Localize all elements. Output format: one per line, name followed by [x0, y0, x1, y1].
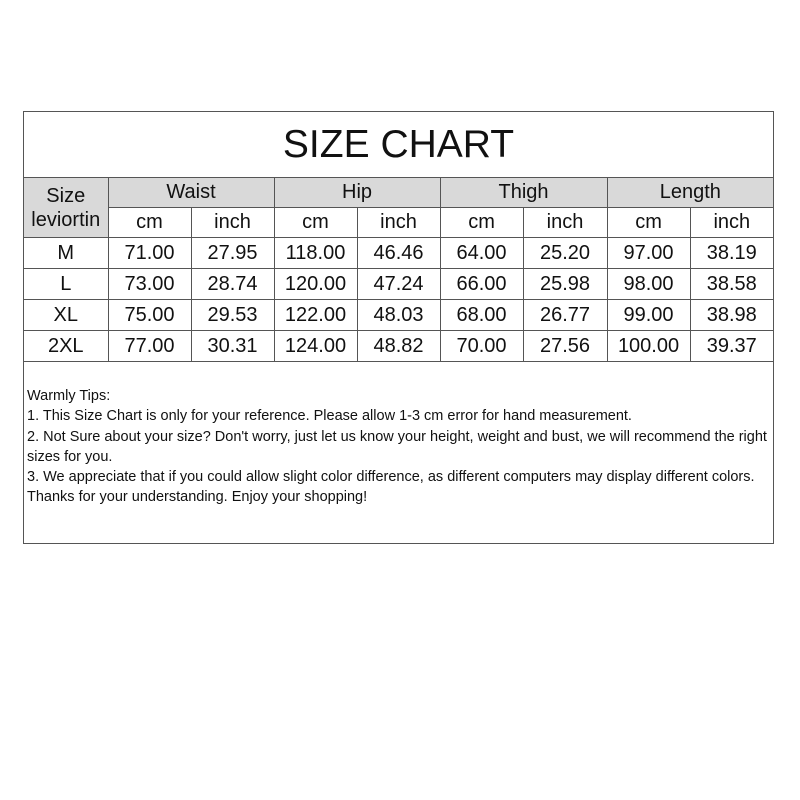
table-cell: 39.37 [690, 331, 773, 362]
table-cell: 46.46 [357, 238, 440, 269]
table-cell: 26.77 [523, 300, 607, 331]
table-cell: 38.58 [690, 269, 773, 300]
table-cell: 122.00 [274, 300, 357, 331]
unit-header: cm [607, 208, 690, 238]
page-title: SIZE CHART [24, 112, 773, 178]
table-cell: 48.82 [357, 331, 440, 362]
tips-section [27, 386, 767, 508]
group-header-thigh: Thigh [440, 178, 607, 208]
table-cell: 30.31 [191, 331, 274, 362]
table-cell: 47.24 [357, 269, 440, 300]
size-header-line1: Size [46, 184, 86, 207]
table-cell: 66.00 [440, 269, 523, 300]
table-row [24, 269, 773, 300]
size-cell: XL [24, 300, 108, 331]
tip-line: 1. This Size Chart is only for your reference. Please allow 1-3 cm error for hand measurement. [27, 408, 632, 425]
tips-heading: Warmly Tips: [27, 388, 111, 404]
table-row [24, 238, 773, 269]
table-cell: 100.00 [607, 331, 690, 362]
unit-header-row [24, 208, 773, 238]
size-cell: M [24, 238, 108, 269]
table-cell: 73.00 [108, 269, 191, 300]
tip-line: 3. We appreciate that if you could allow slight color difference, as different computers may display different colors. [27, 469, 755, 486]
unit-header: cm [274, 208, 357, 238]
table-cell: 75.00 [108, 300, 191, 331]
table-cell: 27.56 [523, 331, 607, 362]
size-header-line2: leviortin [31, 208, 101, 231]
table-cell: 99.00 [607, 300, 690, 331]
unit-header: inch [523, 208, 607, 238]
unit-header: inch [690, 208, 773, 238]
tip-line: 2. Not Sure about your size? Don't worry, just let us know your height, weight and bust, we will recommend the right sizes for you. [27, 428, 767, 465]
table-cell: 97.00 [607, 238, 690, 269]
table-cell: 64.00 [440, 238, 523, 269]
table-cell: 38.98 [690, 300, 773, 331]
table-cell: 70.00 [440, 331, 523, 362]
group-header-hip: Hip [274, 178, 440, 208]
table-cell: 29.53 [191, 300, 274, 331]
unit-header: cm [108, 208, 191, 238]
size-chart-frame [23, 111, 774, 544]
table-cell: 25.20 [523, 238, 607, 269]
size-column-header [24, 178, 108, 238]
unit-header: inch [357, 208, 440, 238]
table-cell: 118.00 [274, 238, 357, 269]
table-cell: 124.00 [274, 331, 357, 362]
group-header-waist: Waist [108, 178, 274, 208]
table-cell: 77.00 [108, 331, 191, 362]
table-cell: 25.98 [523, 269, 607, 300]
unit-header: cm [440, 208, 523, 238]
table-cell: 28.74 [191, 269, 274, 300]
size-cell: 2XL [24, 331, 108, 362]
unit-header: inch [191, 208, 274, 238]
group-header-length: Length [607, 178, 773, 208]
table-cell: 48.03 [357, 300, 440, 331]
group-header-row [24, 178, 773, 208]
table-cell: 98.00 [607, 269, 690, 300]
table-cell: 38.19 [690, 238, 773, 269]
table-cell: 120.00 [274, 269, 357, 300]
table-cell: 71.00 [108, 238, 191, 269]
size-cell: L [24, 269, 108, 300]
table-row [24, 300, 773, 331]
size-table [24, 178, 773, 362]
table-cell: 27.95 [191, 238, 274, 269]
table-row [24, 331, 773, 362]
tip-line: Thanks for your understanding. Enjoy your shopping! [27, 489, 368, 506]
table-cell: 68.00 [440, 300, 523, 331]
